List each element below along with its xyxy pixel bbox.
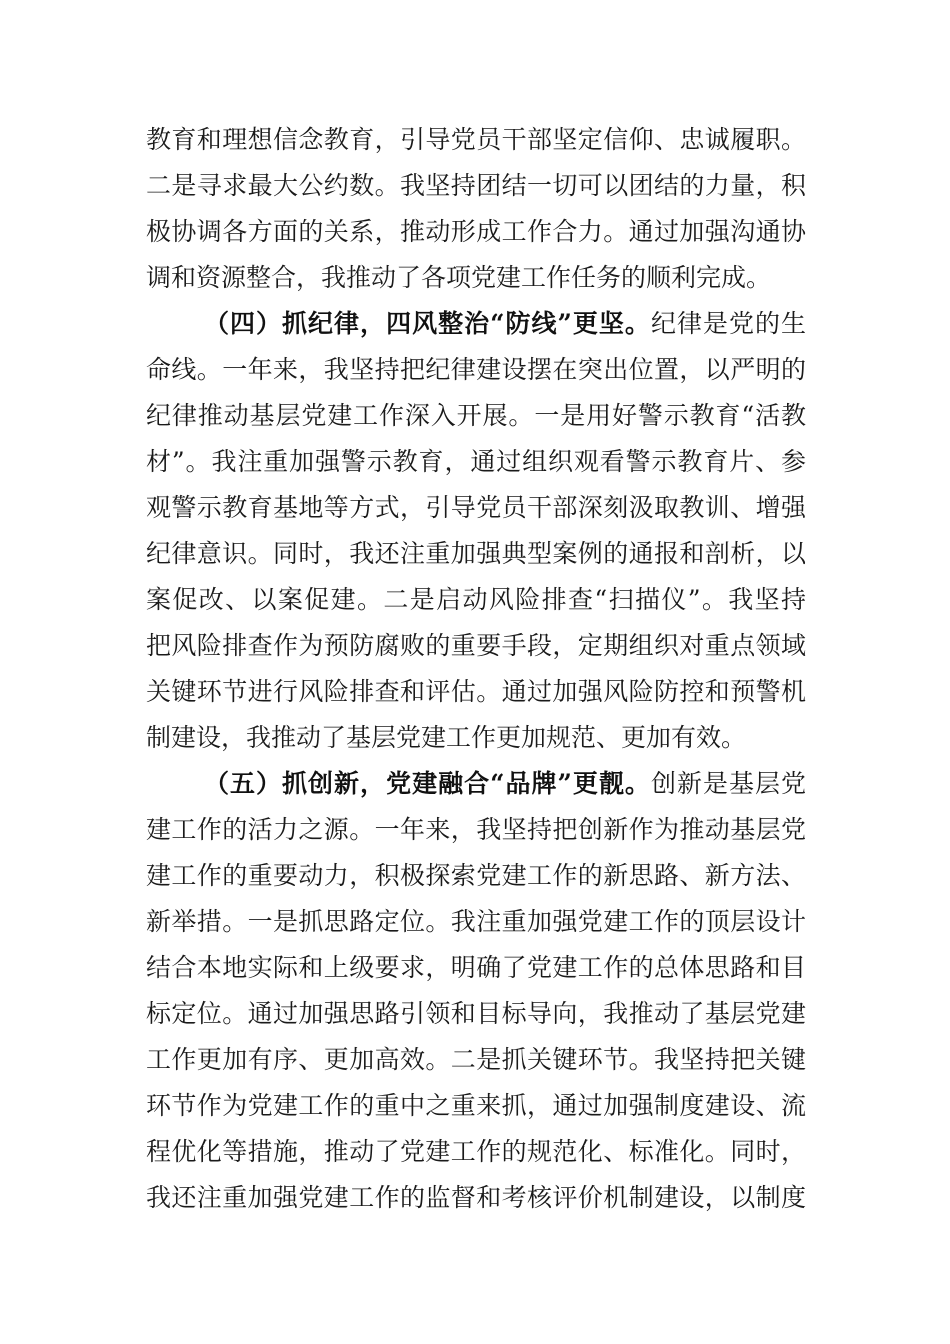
section-five-first-line-text: 创新是基层党 — [650, 769, 806, 798]
text-line: 结合本地实际和上级要求，明确了党建工作的总体思路和目 — [146, 953, 806, 982]
text-line: 环节作为党建工作的重中之重来抓，通过加强制度建设、流 — [146, 1091, 806, 1120]
text-line: 极协调各方面的关系，推动形成工作合力。通过加强沟通协 — [146, 217, 806, 246]
text-line: 二是寻求最大公约数。我坚持团结一切可以团结的力量，积 — [146, 171, 806, 200]
text-line: 建工作的重要动力，积极探索党建工作的新思路、新方法、 — [146, 861, 806, 890]
section-four-first-line-text: 纪律是党的生 — [650, 309, 806, 338]
text-line: 材”。我注重加强警示教育，通过组织观看警示教育片、参 — [146, 447, 806, 476]
text-line: 程优化等措施，推动了党建工作的规范化、标准化。同时， — [146, 1137, 806, 1166]
section-four-first-line — [204, 301, 806, 347]
text-line: 我还注重加强党建工作的监督和考核评价机制建设，以制度 — [146, 1183, 806, 1212]
text-line: 工作更加有序、更加高效。二是抓关键环节。我坚持把关键 — [146, 1045, 806, 1074]
section-five-heading: （五）抓创新，党建融合“品牌”更靓。 — [204, 769, 651, 798]
section-four-heading: （四）抓纪律，四风整治“防线”更坚。 — [204, 309, 651, 338]
text-line: 教育和理想信念教育，引导党员干部坚定信仰、忠诚履职。 — [146, 125, 806, 154]
text-line: 案促改、以案促建。二是启动风险排查“扫描仪”。我坚持 — [146, 585, 806, 614]
text-line: 调和资源整合，我推动了各项党建工作任务的顺利完成。 — [146, 263, 772, 292]
text-line: 建工作的活力之源。一年来，我坚持把创新作为推动基层党 — [146, 815, 806, 844]
text-line: 命线。一年来，我坚持把纪律建设摆在突出位置，以严明的 — [146, 355, 806, 384]
text-line: 制建设，我推动了基层党建工作更加规范、更加有效。 — [146, 723, 747, 752]
text-line: 新举措。一是抓思路定位。我注重加强党建工作的顶层设计 — [146, 907, 806, 936]
text-line: 标定位。通过加强思路引领和目标导向，我推动了基层党建 — [146, 999, 806, 1028]
text-line: 纪律意识。同时，我还注重加强典型案例的通报和剖析，以 — [146, 539, 806, 568]
section-five-first-line — [204, 761, 806, 807]
text-line: 观警示教育基地等方式，引导党员干部深刻汲取教训、增强 — [146, 493, 806, 522]
text-line: 关键环节进行风险排查和评估。通过加强风险防控和预警机 — [146, 677, 806, 706]
text-line: 把风险排查作为预防腐败的重要手段，定期组织对重点领域 — [146, 631, 806, 660]
text-line: 纪律推动基层党建工作深入开展。一是用好警示教育“活教 — [146, 401, 806, 430]
